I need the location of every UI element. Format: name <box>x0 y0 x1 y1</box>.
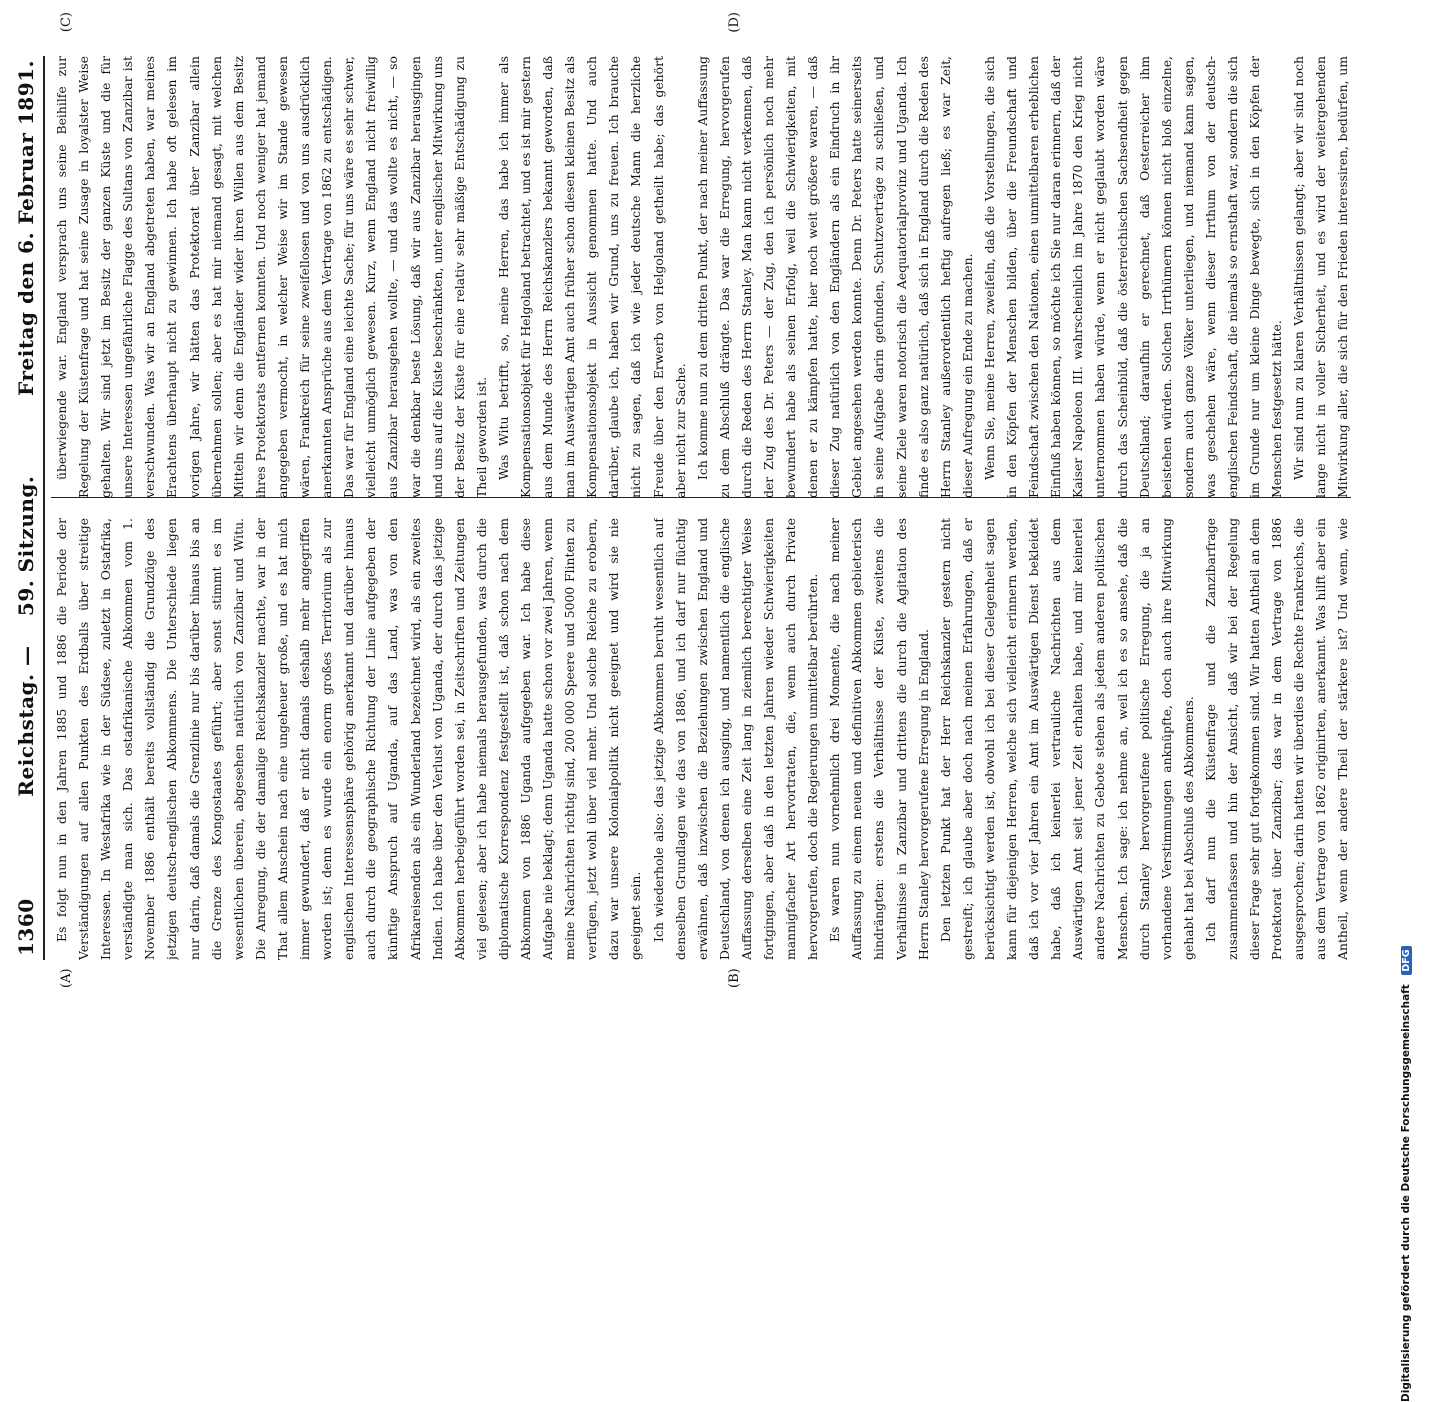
left-column <box>51 518 1351 960</box>
text-columns <box>51 12 1351 988</box>
paragraph: Den letzten Punkt hat der Herr Reichskanzler gestern nicht gestreift; ich glaube aber doch nach meinen Erfahrungen, daß er berücksichtigt werden ist, obwohl ich bei dieser Gelegenheit sagen kann für diejenigen Herren, welche sich vielleicht erinnern werden, daß ich vor vier Jahren ein Amt im Auswärtigen Dienst bekleidet habe, daß ich keinerlei vertrauliche Nachrichten aus dem Auswärtigen Amt seit jener Zeit erhalten habe, und mir keinerlei andere Nachrichten zu Gebote stehen als jedem anderen politischen Menschen. Ich sage: ich nehme an, weil ich es so ansehe, daß die durch Stanley hervorgerufene politische Erregung, die ja an vorhandene Verstimmungen anknüpfte, doch auch ihre Mitwirkung gehabt hat bei Abschluß des Abkommens. <box>937 518 1196 960</box>
funding-note: Digitalisierung gefördert durch die Deutsche Forschungsgemeinschaft <box>1400 984 1412 1402</box>
paragraph: Es waren nun vornehmlich drei Momente, die nach meiner Auffassung zu einem neuen und definitiven Abkommen gebieterisch hindrängten: erstens die Verhältnisse der Küste, zweitens die Verhältnisse in Zanzibar und drittens die durch die Agitation des Herrn Stanley hervorgerufene Erregung in England. <box>827 518 931 960</box>
session-label: 59. Sitzung. <box>14 475 38 617</box>
paragraph: überwiegende war. England versprach uns seine Beihilfe zur Regelung der Küstenfrage und hat seine Zusage in loyalster Weise gehalten. Wir sind jetzt im Besitz der ganzen Küste und die für unsere Interessen ungefährliche Flagge des Sultans von Zanzibar ist verschwunden. Was wir an England abgetreten haben, war meines Erachtens überhaupt nicht zu gewinnen. Ich habe oft gelesen im vorigen Jahre, wir hätten das Protektorat über Zanzibar allein übernehmen sollen; aber es hat mir niemand gesagt, mit welchen Mitteln wir denn die Engländer wider ihren Willen aus dem Besitz ihres Protektorats entfernen konnten. Und noch weniger hat jemand angegeben vermocht, in welcher Weise wir im Stande gewesen wären, Frankreich für seine zweifellosen und von uns ausdrücklich anerkannten Ansprüche aus dem Vertrage von 1862 zu entschädigen. Das war für England eine leichte Sache; für uns wäre es sehr schwer, vielleicht unmöglich gewesen. Kurz, wenn England nicht freiwillig aus Zanzibar herausgehen wollte, — und das wollte es nicht, — so war die denkbar beste Lösung, daß wir aus Zanzibar herausgingen und uns auf die Küste beschränkten, unter englischer Mitwirkung uns der Besitz der Küste für eine relativ sehr mäßige Entschädigung zu Theil geworden ist. <box>54 56 489 498</box>
paragraph: Ich darf nun die Küstenfrage und die Zanzibarfrage zusammenfassen und hin der Ansicht, daß wir bei der Regelung dieser Frage sehr gut fortgekommen sind. Wir hatten Antheil an dem Protektorat über Zanzibar; das war in dem Vertrage von 1886 ausgesprochen; darin hatten wir überdies die Rechte Frankreichs, die aus dem Vertrage von 1862 originirten, anerkannt. Was hilft aber ein Antheil, wenn der andere Theil der stärkere ist? Und wenn, wie <box>1202 518 1351 960</box>
paragraph: Es folgt nun in den Jahren 1885 und 1886 die Periode der Verständigungen auf allen Punkten des Erdballs über streitige Interessen. In Westafrika wie in der Südsee, zuletzt in Ostafrika, verständigte man sich. Das ostafrikanische Abkommen vom 1. November 1886 enthält bereits vollständig die Grundzüge des jetzigen deutsch-englischen Abkommens. Die Unterschiede liegen nur darin, daß damals die Grenzlinie nur bis darüber hinaus bis an die Grenze des Kongostaates geführt; aber sonst stimmt es im wesentlichen überein, abgesehen natürlich von Zanzibar und Witu. Die Anregung, die der damalige Reichskanzler machte, war in der That allem Anschein nach eine ungeheuer große, und es hat mich immer gewundert, daß er nicht damals deshalb mehr angegriffen worden ist; denn es wurde ein enorm großes Territorium als zur englischen Interessensphäre gehörig anerkannt und darüber hinaus auch durch die geographische Richtung der Linie aufgegeben der künftige Anspruch auf Uganda, auf das Land, was von den Afrikareisenden als ein Wunderland bezeichnet wird, als ein zweites Indien. Ich habe über den Verlust von Uganda, der durch das jetzige Abkommen herbeigeführt worden sei, in Zeitschriften und Zeitungen viel gelesen; aber ich habe niemals herausgefunden, was durch die diplomatische Korrespondenz festgestellt ist, daß schon nach dem Abkommen von 1886 Uganda aufgegeben war. Ich habe diese Aufgabe nie beklagt; denn Uganda hatte schon vor zwei Jahren, wenn meine Nachrichten richtig sind, 200 000 Speere und 5000 Flinten zu verfügen, jetzt wohl über viel mehr. Und solche Reiche zu erobern, dazu war unsere Kolonialpolitik nicht geeignet und wird sie nie geeignet sein. <box>54 518 644 960</box>
publication-name: Reichstag. — <box>14 645 38 797</box>
column-divider <box>51 497 1351 498</box>
right-column <box>51 56 1351 498</box>
page-header <box>14 56 45 960</box>
margin-marker-d: (D) <box>727 12 742 33</box>
session-date: Freitag den 6. Februar 1891. <box>14 60 38 396</box>
paragraph: Was Witu betrifft, so, meine Herren, das habe ich immer als Kompensationsobjekt für Helgoland betrachtet, und es ist mir gestern aus dem Munde des Herrn Reichskanzlers bekannt geworden, daß man im Auswärtigen Amt auch früher schon diesen kleinen Besitz als Kompensationsobjekt in Aussicht genommen hatte. Und auch darüber, glaube ich, haben wir Grund, uns zu freuen. Ich brauche nicht zu sagen, daß ich wie jeder deutsche Mann die herzliche Freude über den Erwerb von Helgoland getheilt habe; das gehört aber nicht zur Sache. <box>495 56 688 498</box>
page-number: 1360 <box>14 898 38 956</box>
paragraph: Wir sind nun zu klaren Verhältnissen gelangt; aber wir sind noch lange nicht in voller Sicherheit, und es wird der weitergehenden Mitwirkung aller, die sich für den Frieden interessiren, bedürfen, um <box>1291 56 1351 498</box>
paragraph: Ich wiederhole also: das jetzige Abkommen beruht wesentlich auf denselben Grundlagen wie das von 1886, und ich darf nur flüchtig erwähnen, daß inzwischen die Beziehungen zwischen England und Deutschland, von denen ich ausging, und namentlich die englische Auffassung derselben eine Zeit lang in ziemlich berechtigter Weise fortgingen, aber daß in den letzten Jahren wieder Schwierigkeiten mannigfacher Art hervortraten, die, wenn auch durch Private hervorgerufen, doch die Regierungen unmittelbar berührten. <box>650 518 821 960</box>
margin-marker-b: (B) <box>727 968 742 988</box>
paragraph: Wenn Sie, meine Herren, zweifeln, daß die Vorstellungen, die sich in den Köpfen der Menschen bilden, über die Freundschaft und Feindschaft zwischen den Nationen, einen unmittelbaren erheblichen Einfluß haben können, so möchte ich Sie nur daran erinnern, daß der Kaiser Napoleon III. wahrscheinlich im Jahre 1870 den Krieg nicht unternommen haben würde, wenn er nicht geglaubt worden wäre durch das Scheinbild, daß die österreichischen Sachsendheit gegen Deutschland; daraufhin er gerechnet, daß Oesterreicher ihm beistehen würden. Solchen Irrthümern können nicht bloß einzelne, sondern auch ganze Völker unterliegen, und niemand kann sagen, was geschehen wäre, wenn dieser Irrthum von der deutsch-englischen Feindschaft, die niemals so ernsthaft war, sondern die sich im Grunde nur um kleine Dinge bewegte, sich in den Köpfen der Menschen festgesetzt hätte. <box>981 56 1285 498</box>
header-title <box>14 476 38 819</box>
margin-marker-a: (A) <box>59 968 74 988</box>
dfg-logo: DFG <box>1401 946 1412 974</box>
digitization-footer <box>1400 22 1418 1402</box>
paragraph: Ich komme nun zu dem dritten Punkt, der nach meiner Auffassung zu dem Abschluß drängte. Das war die Erregung, hervorgerufen durch die Reden des Herrn Stanley. Man kann nicht verkennen, daß der Zug des Dr. Peters — der Zug, den ich persönlich noch mehr bewundert habe als seinen Erfolg, weil die Schwierigkeiten, mit denen er zu kämpfen hatte, hier noch weit größere waren, — daß dieser Zug natürlich von den Engländern als ein Eindruch in ihr Gebiet angesehen werden konnte. Denn Dr. Peters hatte seinerseits in seine Aufgabe darin gefunden, Schutzverträge zu schließen, und seine Ziele waren notorisch die Aequatorialprovinz und Uganda. Ich finde es also ganz natürlich, daß sich in England durch die Reden des Herrn Stanley außerordentlich heftig aufregen ließ; es war Zeit, dieser Aufregung ein Ende zu machen. <box>694 56 975 498</box>
margin-marker-c: (C) <box>59 12 74 33</box>
